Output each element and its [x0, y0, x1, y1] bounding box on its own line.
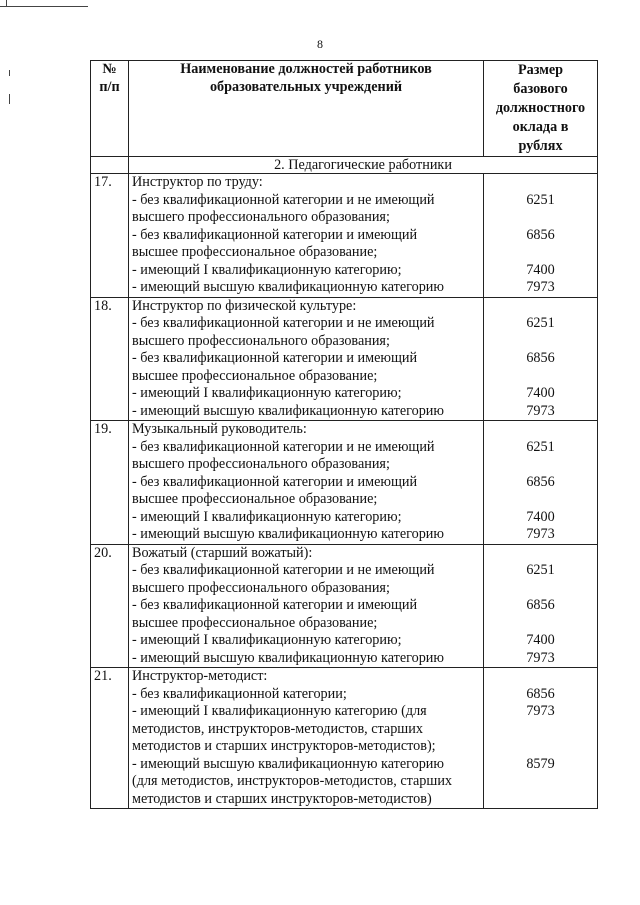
position-line: - без квалификационной категории; — [132, 685, 347, 702]
position-line: высшего профессионального образования; — [132, 579, 390, 596]
position-line: - без квалификационной категории и не имеющий — [132, 315, 435, 331]
position-line: - без квалификационной категории и не имеющий — [132, 438, 435, 455]
row-number: 21. — [91, 668, 129, 809]
salary-value: 7400 — [526, 261, 555, 278]
position-line: методистов и старших инструкторов-методистов); — [132, 738, 436, 754]
salary-value — [487, 721, 594, 739]
salary-value: 6251 — [526, 562, 555, 578]
position-line: - без квалификационной категории и не имеющий — [132, 191, 435, 208]
position-line: - имеющий I квалификационную категорию; — [132, 261, 402, 278]
position-line: - имеющий высшую квалификационную категорию — [132, 526, 444, 542]
salary-value: 7400 — [526, 385, 555, 401]
salary-table — [90, 60, 598, 809]
table-row — [91, 544, 598, 668]
position-line: методистов, инструкторов-методистов, старших — [132, 720, 423, 737]
scan-dot — [9, 94, 10, 104]
salary-value: 7973 — [526, 279, 555, 295]
salary-value — [487, 333, 594, 351]
position-line: Вожатый (старший вожатый): — [132, 544, 313, 561]
salary-value — [487, 615, 594, 633]
position-line: высшее профессиональное образование; — [132, 367, 378, 384]
page-number: 8 — [317, 37, 323, 51]
position-line: - имеющий высшую квалификационную категорию — [132, 402, 444, 419]
position-description — [129, 544, 484, 668]
position-line: - без квалификационной категории и имеющий — [132, 473, 418, 490]
position-line: (для методистов, инструкторов-методистов, старших — [132, 773, 453, 789]
header-number-cell — [91, 61, 129, 157]
position-line: высшего профессионального образования; — [132, 456, 390, 472]
section-row — [91, 157, 598, 174]
position-line: высшего профессионального образования; — [132, 209, 390, 225]
position-line: - без квалификационной категории и имеющий — [132, 226, 418, 243]
row-number: 17. — [91, 174, 129, 298]
salary-value: 6251 — [526, 315, 555, 331]
position-description — [129, 668, 484, 809]
table-row — [91, 668, 598, 809]
salary-values — [484, 544, 598, 668]
salary-values — [484, 421, 598, 545]
position-line: - имеющий I квалификационную категорию; — [132, 632, 402, 648]
scan-line — [0, 6, 88, 7]
salary-value — [487, 491, 594, 509]
salary-value — [487, 209, 594, 227]
scan-dot — [9, 70, 10, 76]
salary-value: 7400 — [526, 508, 555, 525]
table-header-row — [91, 61, 598, 157]
salary-value: 7973 — [526, 703, 555, 719]
position-line: Инструктор по физической культуре: — [132, 297, 357, 314]
table-row — [91, 297, 598, 421]
salary-value: 6251 — [526, 438, 555, 455]
salary-value: 7400 — [526, 632, 555, 648]
salary-value — [487, 738, 594, 756]
salary-value — [487, 174, 594, 192]
position-line: высшее профессиональное образование; — [132, 491, 378, 507]
salary-values — [484, 297, 598, 421]
position-line: - без квалификационной категории и не имеющий — [132, 562, 435, 578]
salary-value: 6856 — [526, 350, 555, 366]
header-position-cell — [129, 61, 484, 157]
row-number: 18. — [91, 297, 129, 421]
position-line: - имеющий высшую квалификационную категорию — [132, 755, 444, 772]
salary-value: 7973 — [526, 402, 555, 419]
salary-value — [487, 421, 594, 439]
position-line: Музыкальный руководитель: — [132, 421, 307, 437]
header-salary-line: базового — [513, 81, 568, 97]
salary-value — [487, 456, 594, 474]
salary-value — [487, 791, 594, 809]
salary-values — [484, 174, 598, 298]
header-position-line: образовательных учреждений — [209, 78, 403, 95]
row-number: 20. — [91, 544, 129, 668]
section-title: 2. Педагогические работники — [129, 157, 598, 174]
position-description — [129, 297, 484, 421]
header-salary-line: должностного — [495, 100, 586, 116]
position-line: Инструктор по труду: — [132, 174, 263, 190]
salary-value — [487, 773, 594, 791]
table-row — [91, 174, 598, 298]
salary-value: 6856 — [526, 597, 555, 613]
salary-value: 7973 — [526, 526, 555, 542]
salary-value — [487, 545, 594, 563]
salary-value: 7973 — [526, 649, 555, 666]
header-number-line: п/п — [99, 78, 120, 95]
position-line: - имеющий I квалификационную категорию; — [132, 385, 402, 401]
position-line: - имеющий I квалификационную категорию (для — [132, 703, 427, 719]
salary-value: 6856 — [526, 226, 555, 243]
header-salary-cell — [484, 61, 598, 157]
position-line: - имеющий высшую квалификационную категорию — [132, 279, 444, 295]
salary-values — [484, 668, 598, 809]
position-line: высшего профессионального образования; — [132, 332, 390, 349]
salary-value — [487, 298, 594, 316]
scan-line — [6, 0, 7, 7]
header-position-line: Наименование должностей работников — [180, 61, 432, 77]
header-number-line: № — [102, 61, 117, 77]
salary-value — [487, 580, 594, 598]
position-line: высшее профессиональное образование; — [132, 244, 378, 260]
position-line: - без квалификационной категории и имеющий — [132, 597, 418, 613]
position-line: - имеющий высшую квалификационную категорию — [132, 649, 444, 666]
salary-value: 8579 — [526, 755, 555, 772]
position-line: Инструктор-методист: — [132, 668, 268, 684]
position-line: - без квалификационной категории и имеющий — [132, 350, 418, 366]
position-line: высшее профессиональное образование; — [132, 614, 378, 631]
position-description — [129, 174, 484, 298]
salary-value — [487, 668, 594, 686]
salary-value — [487, 244, 594, 262]
row-number: 19. — [91, 421, 129, 545]
position-line: - имеющий I квалификационную категорию; — [132, 508, 402, 525]
header-salary-line: оклада в — [512, 119, 569, 135]
position-description — [129, 421, 484, 545]
salary-value: 6251 — [526, 191, 555, 208]
header-salary-line: рублях — [518, 138, 563, 154]
header-salary-line: Размер — [517, 62, 564, 78]
salary-value — [487, 368, 594, 386]
position-line: методистов и старших инструкторов-методистов) — [132, 790, 432, 807]
salary-value: 6856 — [526, 473, 555, 490]
salary-value: 6856 — [526, 685, 555, 702]
table-row — [91, 421, 598, 545]
